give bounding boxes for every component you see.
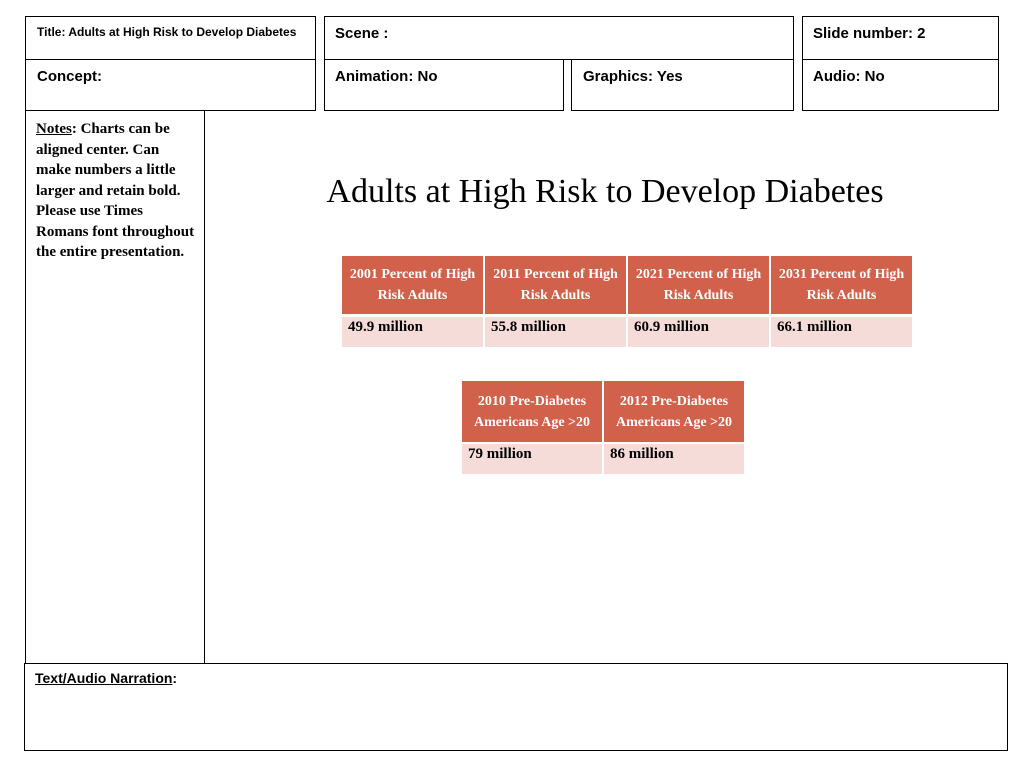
title-box xyxy=(25,16,316,60)
scene-text: Scene : xyxy=(335,25,389,42)
table-cell: 60.9 million xyxy=(628,314,769,347)
table-header-cell: 2010 Pre-Diabetes Americans Age >20 xyxy=(462,381,602,442)
narration-label xyxy=(35,670,177,686)
slide-title: Adults at High Risk to Develop Diabetes xyxy=(326,173,884,210)
table-header-row xyxy=(462,381,744,442)
animation-box xyxy=(324,59,564,111)
title-text: Title: Adults at High Risk to Develop Diabetes xyxy=(37,25,297,39)
table-header-cell: 2012 Pre-Diabetes Americans Age >20 xyxy=(604,381,744,442)
pre-diabetes-table xyxy=(460,381,746,474)
notes-label: Notes xyxy=(36,121,72,137)
table-row xyxy=(342,314,912,347)
table-header-cell: 2021 Percent of High Risk Adults xyxy=(628,256,769,314)
graphics-box xyxy=(571,59,794,111)
table-header-row xyxy=(342,256,912,314)
table-row xyxy=(462,442,744,474)
notes-body: : Charts can be aligned center. Can make numbers a little larger and retain bold. Please use Times Romans font throughout the entire presentation. xyxy=(36,121,195,260)
table-header-cell: 2031 Percent of High Risk Adults xyxy=(771,256,912,314)
slide-number-box xyxy=(802,16,999,60)
high-risk-adults-table xyxy=(340,256,914,347)
table-header-cell: 2001 Percent of High Risk Adults xyxy=(342,256,483,314)
graphics-text: Graphics: Yes xyxy=(583,68,683,85)
concept-text: Concept: xyxy=(37,68,102,85)
notes-text xyxy=(36,119,196,263)
table-cell: 79 million xyxy=(462,442,602,474)
table-cell: 49.9 million xyxy=(342,314,483,347)
table-cell: 86 million xyxy=(604,442,744,474)
narration-label-text: Text/Audio Narration xyxy=(35,670,173,686)
narration-label-suffix: : xyxy=(172,670,178,686)
concept-box xyxy=(25,59,316,111)
audio-box xyxy=(802,59,999,111)
scene-box xyxy=(324,16,794,60)
table-cell: 66.1 million xyxy=(771,314,912,347)
animation-text: Animation: No xyxy=(335,68,438,85)
slide-number-text: Slide number: 2 xyxy=(813,25,926,42)
table-cell: 55.8 million xyxy=(485,314,626,347)
table-header-cell: 2011 Percent of High Risk Adults xyxy=(485,256,626,314)
audio-text: Audio: No xyxy=(813,68,885,85)
